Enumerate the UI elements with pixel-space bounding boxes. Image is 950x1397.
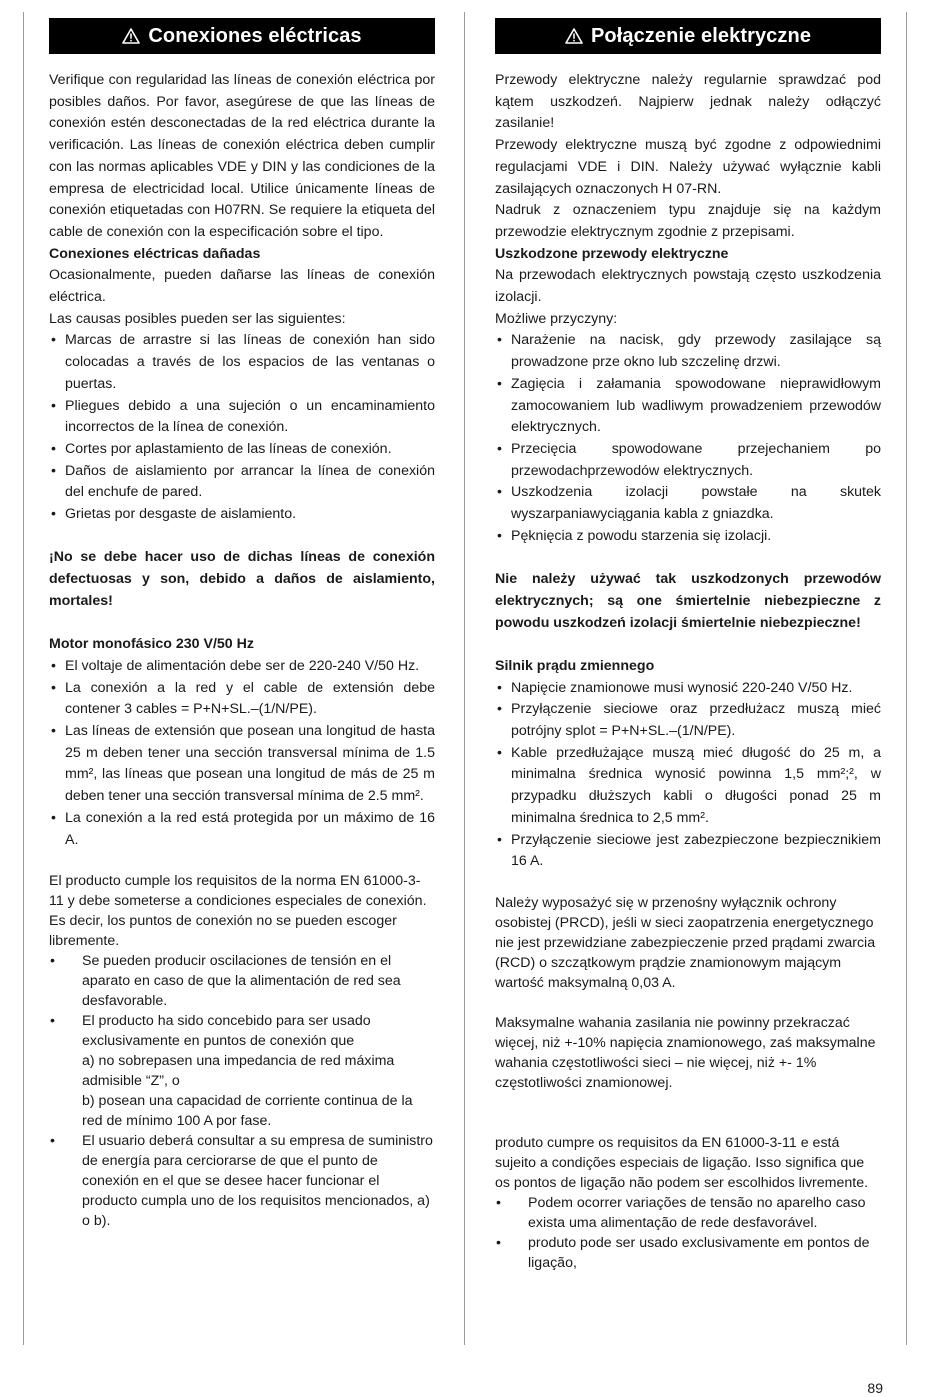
spanish-column bbox=[49, 18, 435, 1231]
motor-title: Silnik prądu zmiennego bbox=[495, 657, 655, 674]
list-item: • La conexión a la red está protegida por un máximo de 16 A. bbox=[49, 808, 435, 851]
right-margin-rule bbox=[906, 12, 907, 1345]
damaged-title: Conexiones eléctricas dañadas bbox=[49, 245, 261, 262]
list-item bbox=[49, 1011, 435, 1131]
sub-item-b: b) posean una capacidad de corriente continua de la red de mínimo 100 A por fase. bbox=[82, 1092, 413, 1129]
list-item: • Pliegues debido a una sujeción o un encaminamiento incorrectos de la línea de conexión. bbox=[49, 396, 435, 439]
list-item: • El usuario deberá consultar a su empresa de suministro de energía para cerciorarse de que el punto de conexión en el que se desee hacer funcionar el producto cumpla uno de los requisitos mencionados, a) o b). bbox=[49, 1131, 435, 1231]
list-item: • Grietas por desgaste de aislamiento. bbox=[49, 504, 435, 526]
polish-column bbox=[495, 18, 881, 1273]
causes-list bbox=[49, 330, 435, 525]
list-item: • Przecięcia spowodowane przejechaniem po przewodachprzewodów elektrycznych. bbox=[495, 439, 881, 482]
motor-list bbox=[495, 678, 881, 873]
list-item: • La conexión a la red y el cable de extensión debe contener 3 cables = P+N+SL.–(1/N/PE). bbox=[49, 678, 435, 721]
danger-warning: ¡No se debe hacer uso de dichas líneas de conexión defectuosas y son, debido a daños de aislamiento, mortales! bbox=[49, 549, 435, 609]
norm-paragraph: El producto cumple los requisitos de la norma EN 61000-3-11 y debe someterse a condiciones especiales de conexión. Es decir, los puntos de conexión no se pueden escoger libremente. bbox=[49, 872, 427, 949]
intro-paragraph-2: Przewody elektryczne muszą być zgodne z odpowiednimi regulacjami VDE i DIN. Należy używać wyłącznie kabli zasilających oznaczonych H 07-RN. bbox=[495, 137, 881, 197]
list-item: • Narażenie na nacisk, gdy przewody zasilające są prowadzone prze okno lub szczelinę drzwi. bbox=[495, 330, 881, 373]
list-item: • Zagięcia i załamania spowodowane nieprawidłowym zamocowaniem lub wadliwym prowadzeniem przewodów elektrycznych. bbox=[495, 374, 881, 439]
warning-triangle-icon bbox=[122, 28, 140, 44]
motor-list bbox=[49, 656, 435, 851]
list-item: • Se pueden producir oscilaciones de tensión en el aparato en caso de que la alimentación de red sea desfavorable. bbox=[49, 951, 435, 1011]
left-margin-rule bbox=[23, 12, 24, 1345]
list-item: • Las líneas de extensión que posean una longitud de hasta 25 m deben tener una sección transversal mínima de 1.5 mm², las líneas que posean una longitud de más de 25 m deben tener una sección transversal mínima de 2.5 mm². bbox=[49, 721, 435, 808]
danger-warning: Nie należy używać tak uszkodzonych przewodów elektrycznych; są one śmiertelnie niebezpieczne z powodu uszkodzeń izolacji śmiertelnie niebezpieczne! bbox=[495, 571, 881, 631]
intro-paragraph: Verifique con regularidad las líneas de conexión eléctrica por posibles daños. Por favor, asegúrese de que las líneas de conexión estén desconectadas de la red eléctrica durante la verificación. Las líneas de conexión eléctrica deben cumplir con las normas aplicables VDE y DIN y las condiciones de la empresa de electricidad local. Utilice únicamente líneas de conexión etiquetadas con H07RN. Se requiere la etiqueta del cable de conexión con la especificación sobre el tipo. bbox=[49, 72, 435, 240]
section-header-title: Conexiones eléctricas bbox=[148, 24, 362, 47]
list-item: • Pęknięcia z powodu starzenia się izolacji. bbox=[495, 526, 881, 548]
list-item: • Przyłączenie sieciowe jest zabezpieczone bezpiecznikiem 16 A. bbox=[495, 830, 881, 873]
damaged-text: Na przewodach elektrycznych powstają często uszkodzenia izolacji. bbox=[495, 267, 881, 306]
list-item: • Kable przedłużające muszą mieć długość do 25 m, a minimalna średnica wynosić powinna 1,5 mm²;², w przypadku dłuższych kabli o długości ponad 25 m minimalna średnica to 2,5 mm². bbox=[495, 743, 881, 830]
section-header-title: Połączenie elektryczne bbox=[590, 24, 812, 47]
damaged-title: Uszkodzone przewody elektryczne bbox=[495, 245, 729, 262]
list-item: • Marcas de arrastre si las líneas de conexión han sido colocadas a través de los espacios de las ventanas o puertas. bbox=[49, 330, 435, 395]
damaged-text: Ocasionalmente, pueden dañarse las líneas de conexión eléctrica. bbox=[49, 267, 435, 306]
page-number: 89 bbox=[867, 1380, 883, 1396]
list-item: • Daños de aislamiento por arrancar la línea de conexión del enchufe de pared. bbox=[49, 461, 435, 504]
intro-paragraph-3: Nadruk z oznaczeniem typu znajduje się na każdym przewodzie elektrycznym zgodnie z przepisami. bbox=[495, 202, 881, 240]
causes-list bbox=[495, 330, 881, 547]
norm-list bbox=[49, 951, 435, 1231]
portuguese-list bbox=[495, 1193, 881, 1273]
fluctuation-paragraph: Maksymalne wahania zasilania nie powinny przekraczać więcej, niż +-10% napięcia znamionowego, zaś maksymalne wahania częstotliwości sieci – nie więcej, niż +- 1% częstotliwości znamionowej. bbox=[495, 1014, 876, 1091]
list-item: • Podem ocorrer variações de tensão no aparelho caso exista uma alimentação de rede desfavorável. bbox=[495, 1193, 881, 1233]
list-item: • Cortes por aplastamiento de las líneas de conexión. bbox=[49, 439, 435, 461]
causes-intro: Las causas posibles pueden ser las siguientes: bbox=[49, 310, 346, 327]
prcd-paragraph: Należy wyposażyć się w przenośny wyłącznik ochrony osobistej (PRCD), jeśli w sieci zaopatrzenia energetycznego nie jest przewidziane zabezpieczenie przed prądami zwarcia (RCD) o szczątkowym prądzie znamionowym mającym wartość maksymalną 0,03 A. bbox=[495, 894, 876, 991]
section-header-polish bbox=[495, 18, 881, 54]
sub-item-a: a) no sobrepasen una impedancia de red máxima admisible “Z”, o bbox=[82, 1052, 395, 1089]
motor-title: Motor monofásico 230 V/50 Hz bbox=[49, 636, 254, 653]
intro-paragraph-1: Przewody elektryczne należy regularnie sprawdzać pod kątem uszkodzeń. Najpierw jednak należy odłączyć zasilanie! bbox=[495, 72, 881, 132]
section-header-spanish bbox=[49, 18, 435, 54]
list-item-text: El producto ha sido concebido para ser usado exclusivamente en puntos de conexión que bbox=[82, 1012, 371, 1049]
list-item: • produto pode ser usado exclusivamente em pontos de ligação, bbox=[495, 1233, 881, 1273]
center-divider bbox=[464, 12, 465, 1345]
list-item: • Napięcie znamionowe musi wynosić 220-240 V/50 Hz. bbox=[495, 678, 881, 700]
list-item: • Uszkodzenia izolacji powstałe na skutek wyszarpaniawyciągania kabla z gniazdka. bbox=[495, 482, 881, 525]
warning-triangle-icon bbox=[565, 28, 583, 44]
portuguese-paragraph: produto cumpre os requisitos da EN 61000-3-11 e está sujeito a condições especiais de ligação. Isso significa que os pontos de ligação não podem ser escolhidos livremente. bbox=[495, 1134, 869, 1191]
list-item: • El voltaje de alimentación debe ser de 220-240 V/50 Hz. bbox=[49, 656, 435, 678]
causes-intro: Możliwe przyczyny: bbox=[495, 310, 618, 327]
list-item: • Przyłączenie sieciowe oraz przedłużacz muszą mieć potrójny splot = P+N+SL.–(1/N/PE). bbox=[495, 699, 881, 742]
